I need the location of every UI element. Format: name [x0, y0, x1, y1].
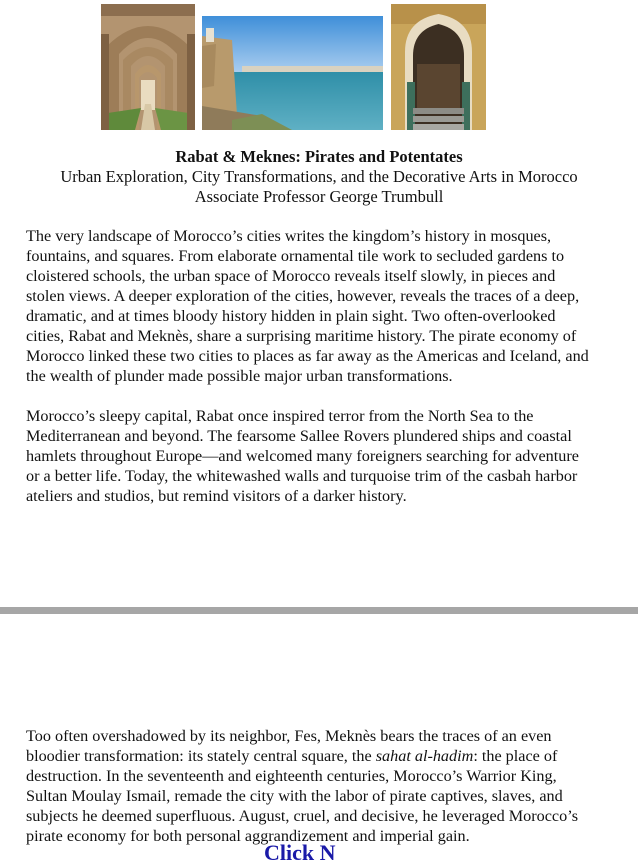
- arabic-term: sahat al-hadim: [375, 747, 474, 765]
- document-page-2[interactable]: [0, 614, 638, 865]
- course-subtitle: Urban Exploration, City Transformations, and the Decorative Arts in Morocco: [60, 167, 578, 186]
- tiled-doorway-photo: [391, 4, 486, 130]
- text-line: ateliers and studios, but remind visitors of a darker history.: [26, 487, 407, 505]
- text-line: fountains, and squares. From elaborate ornamental tile work to secluded gardens to: [26, 247, 565, 265]
- harbor-sea-photo: [202, 16, 383, 130]
- text-line: [26, 746, 622, 766]
- text-line: pirate economy for both personal aggrandizement and imperial gain.: [26, 827, 470, 845]
- rabat-paragraph: [26, 406, 622, 506]
- text-line: Sultan Moulay Ismail, remade the city with the labor of pirate captives, slaves, and: [26, 787, 563, 805]
- text-segment: bloodier transformation: its stately central square, the: [26, 747, 376, 765]
- intro-paragraph: [26, 226, 622, 386]
- click-next-link[interactable]: Click N: [264, 840, 336, 865]
- text-line: The very landscape of Morocco’s cities writes the kingdom’s history in mosques,: [26, 227, 552, 245]
- course-instructor: Associate Professor George Trumbull: [194, 187, 444, 206]
- course-heading: [0, 147, 638, 207]
- text-line: dramatic, and at times bloody history hidden in plain sight. Two often-overlooked: [26, 307, 556, 325]
- text-line: subjects he deemed superfluous. August, cruel, and decisive, he leveraged Morocco’s: [26, 807, 579, 825]
- text-segment: : the place of: [473, 747, 558, 765]
- text-line: or a better life. Today, the whitewashed walls and turquoise trim of the casbah harbor: [26, 467, 578, 485]
- meknes-paragraph: [26, 726, 622, 846]
- course-title: Rabat & Meknes: Pirates and Potentates: [175, 147, 463, 166]
- text-line: Morocco’s sleepy capital, Rabat once inspired terror from the North Sea to the: [26, 407, 534, 425]
- text-line: Too often overshadowed by its neighbor, Fes, Meknès bears the traces of an even: [26, 727, 552, 745]
- text-line: hamlets throughout Europe—and welcomed many foreigners searching for adventure: [26, 447, 579, 465]
- photo-strip: [0, 4, 638, 132]
- text-line: the wealth of plunder made possible major urban transformations.: [26, 367, 453, 385]
- text-line: cloistered schools, the urban space of Morocco reveals itself slowly, in pieces and: [26, 267, 556, 285]
- arched-colonnade-photo: [101, 4, 195, 130]
- text-line: Mediterranean and beyond. The fearsome Sallee Rovers plundered ships and coastal: [26, 427, 572, 445]
- text-line: destruction. In the seventeenth and eighteenth centuries, Morocco’s Warrior King,: [26, 767, 557, 785]
- text-line: stolen views. A deeper exploration of the cities, however, reveals the traces of a deep,: [26, 287, 580, 305]
- page-separator: [0, 607, 638, 614]
- text-line: cities, Rabat and Meknès, share a surprising maritime history. The pirate economy of: [26, 327, 577, 345]
- text-line: Morocco linked these two cities to places as far away as the Americas and Iceland, and: [26, 347, 589, 365]
